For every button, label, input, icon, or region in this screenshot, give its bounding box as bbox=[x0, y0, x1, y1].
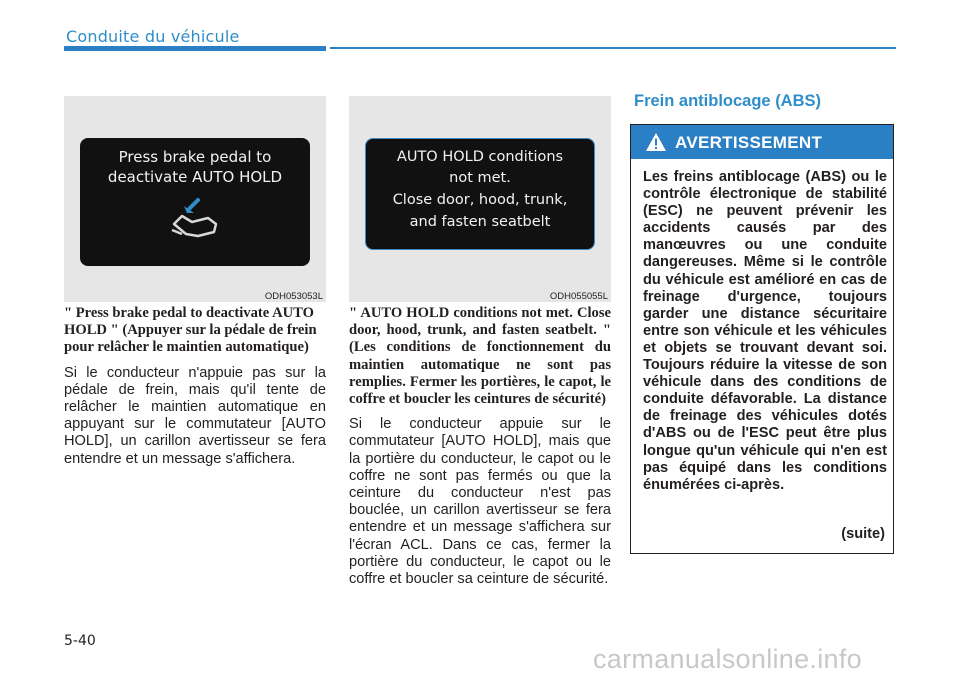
screen-line-2: deactivate AUTO HOLD bbox=[107, 168, 283, 186]
figure-caption: ODH053053L bbox=[264, 291, 323, 302]
header-bar bbox=[64, 46, 326, 51]
warning-header bbox=[631, 125, 893, 159]
message-heading: " Press brake pedal to deactivate AUTO HOLD " (Appuyer sur la pédale de frein pour relâcher le maintien automatique) bbox=[64, 305, 317, 356]
warning-label: AVERTISSEMENT bbox=[675, 133, 823, 152]
section-header: Conduite du véhicule bbox=[66, 27, 240, 46]
column-1 bbox=[64, 305, 326, 476]
paragraph: Si le conducteur n'appuie pas sur la pédale de frein, mais qu'il tente de relâcher le maintien automatique en appuyant sur le commutateur [AUTO HOLD], un carillon avertisseur se fera entendre et un message s'affichera. bbox=[64, 364, 326, 467]
warning-text: Les freins antiblocage (ABS) ou le contrôle électronique de stabilité (ESC) ne peuvent prévenir les accidents causés par des manœuvres ou une conduite dangereuses. Même si le contrôle du véhicule est amélioré en cas de freinage d'urgence, toujours garder une distance sécuritaire entre son véhicule et les véhicules et objets se trouvant devant soi. Toujours réduire la vitesse de son véhicule dans des conditions de conduite défavorable. La distance de freinage des véhicules dotés d'ABS ou de l'ESC peut être plus longue qu'un véhicule qui n'en est pas équipé dans les conditions énumérées ci-après. bbox=[643, 169, 887, 493]
figure-press-brake bbox=[64, 96, 326, 302]
warning-box bbox=[630, 124, 894, 554]
screen-line-1: AUTO HOLD conditions bbox=[396, 149, 564, 165]
section-title: Frein antiblocage (ABS) bbox=[634, 92, 822, 110]
header-rule bbox=[330, 47, 896, 49]
continued-label: (suite) bbox=[841, 526, 885, 542]
message-heading: " AUTO HOLD conditions not met. Close door, hood, trunk, and fasten seatbelt. " (Les conditions de fonctionnement du maintien automatique ne sont pas remplies. Fermer les portières, le capot, le coffre et boucler les ceintures de sécurité) bbox=[349, 305, 611, 408]
screen-line-1: Press brake pedal to bbox=[118, 148, 272, 166]
display-screen bbox=[80, 138, 310, 266]
screen-line-3: Close door, hood, trunk, bbox=[392, 192, 568, 208]
warning-triangle-icon bbox=[645, 132, 667, 152]
watermark: carmanualsonline.info bbox=[593, 644, 862, 674]
figure-caption: ODH055055L bbox=[549, 291, 608, 302]
screen-line-4: and fasten seatbelt bbox=[409, 214, 551, 230]
column-2 bbox=[349, 305, 611, 596]
brake-pedal-icon bbox=[168, 196, 224, 242]
figure-conditions-not-met bbox=[349, 96, 611, 302]
page-number: 5-40 bbox=[64, 633, 96, 649]
paragraph: Si le conducteur appuie sur le commutateur [AUTO HOLD], mais que la portière du conducteur, le capot ou le coffre ne sont pas fermés ou que la ceinture du conducteur n'est pas bouclée, un carillon avertisseur se fera entendre et un message s'affichera sur l'écran ACL. Dans ce cas, fermer la portière du conducteur, le capot ou le coffre et boucler sa ceinture de sécurité. bbox=[349, 416, 611, 588]
screen-line-2: not met. bbox=[449, 170, 511, 186]
display-screen bbox=[365, 138, 595, 250]
